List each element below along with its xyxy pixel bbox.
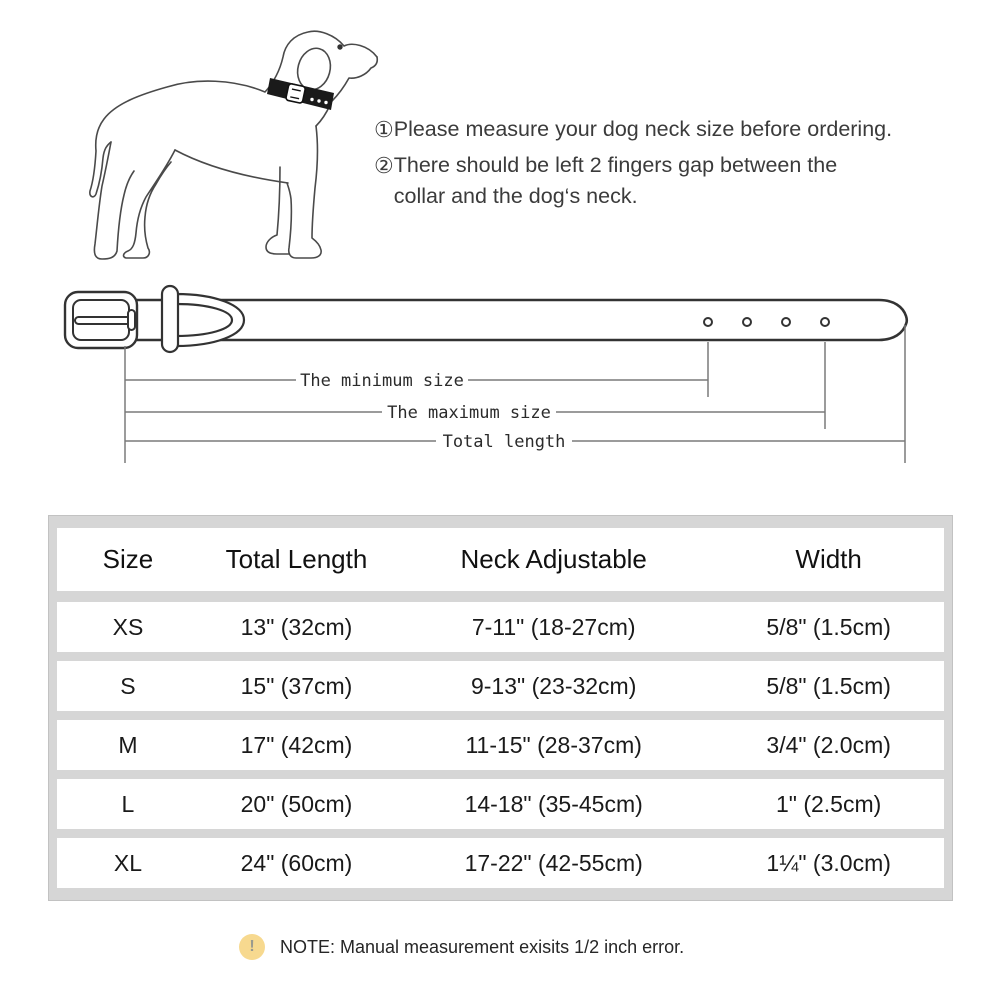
instruction-item-2 xyxy=(374,150,974,212)
cell-size: XL xyxy=(113,849,143,876)
table-row-l xyxy=(57,779,944,829)
collar-strap xyxy=(135,300,907,340)
note-text: NOTE: Manual measurement exisits 1/2 inch error. xyxy=(280,936,685,957)
cell-total-length: 24" (60cm) xyxy=(240,849,353,876)
cell-neck-adjustable: 11-15" (28-37cm) xyxy=(465,731,642,758)
total-length-label: Total length xyxy=(442,432,566,452)
instruction-1-marker: ① xyxy=(374,117,394,142)
cell-total-length: 17" (42cm) xyxy=(240,731,353,758)
size-table-header-row xyxy=(57,528,944,591)
note xyxy=(239,934,684,960)
instruction-2-marker: ② xyxy=(374,153,394,178)
maximum-size-label: The maximum size xyxy=(387,403,551,423)
size-table xyxy=(48,515,953,901)
collar-measurement-diagram xyxy=(45,278,955,478)
table-row-xs xyxy=(57,602,944,652)
cell-size: S xyxy=(120,672,136,699)
cell-neck-adjustable: 14-18" (35-45cm) xyxy=(464,790,643,817)
cell-size: XS xyxy=(112,613,144,640)
instruction-1-text: Please measure your dog neck size before ordering. xyxy=(393,117,893,141)
header-width: Width xyxy=(795,544,862,574)
cell-size: M xyxy=(118,731,138,758)
header-total-length: Total Length xyxy=(225,544,368,574)
cell-total-length: 15" (37cm) xyxy=(240,672,353,699)
cell-width: 1¼" (3.0cm) xyxy=(766,849,891,876)
collar-keeper-loop xyxy=(162,286,178,352)
minimum-size-label: The minimum size xyxy=(300,371,464,391)
dog-front-leg-near xyxy=(287,126,321,258)
dog-belly-line xyxy=(175,150,288,183)
collar-diagram-drawing xyxy=(45,278,955,478)
cell-width: 5/8" (1.5cm) xyxy=(766,672,891,699)
cell-neck-adjustable: 17-22" (42-55cm) xyxy=(464,849,643,876)
dog-rear-leg-near xyxy=(124,150,175,258)
dog-rear-leg-far xyxy=(94,142,134,259)
dog-jaw-line xyxy=(332,57,377,101)
header-size: Size xyxy=(102,544,154,574)
cell-width: 1" (2.5cm) xyxy=(776,790,882,817)
collar-buckle-frame xyxy=(65,292,137,348)
warning-icon: ! xyxy=(239,934,265,960)
table-row-s xyxy=(57,661,944,711)
dog-illustration xyxy=(85,13,385,268)
header-neck-adjustable: Neck Adjustable xyxy=(460,544,647,574)
dog-drawing xyxy=(85,13,385,268)
table-row-xl xyxy=(57,838,944,888)
dog-collar-buckle xyxy=(286,83,306,103)
instruction-item-1 xyxy=(374,114,974,145)
instructions xyxy=(374,114,974,217)
cell-neck-adjustable: 7-11" (18-27cm) xyxy=(471,613,636,640)
cell-total-length: 20" (50cm) xyxy=(240,790,353,817)
table-row-m xyxy=(57,720,944,770)
cell-neck-adjustable: 9-13" (23-32cm) xyxy=(470,672,637,699)
cell-total-length: 13" (32cm) xyxy=(240,613,353,640)
cell-width: 5/8" (1.5cm) xyxy=(766,613,891,640)
cell-size: L xyxy=(121,790,135,817)
dog-eye xyxy=(337,44,342,49)
cell-width: 3/4" (2.0cm) xyxy=(766,731,891,758)
instruction-2-text: There should be left 2 fingers gap between the collar and the dog‘s neck. xyxy=(393,153,838,208)
